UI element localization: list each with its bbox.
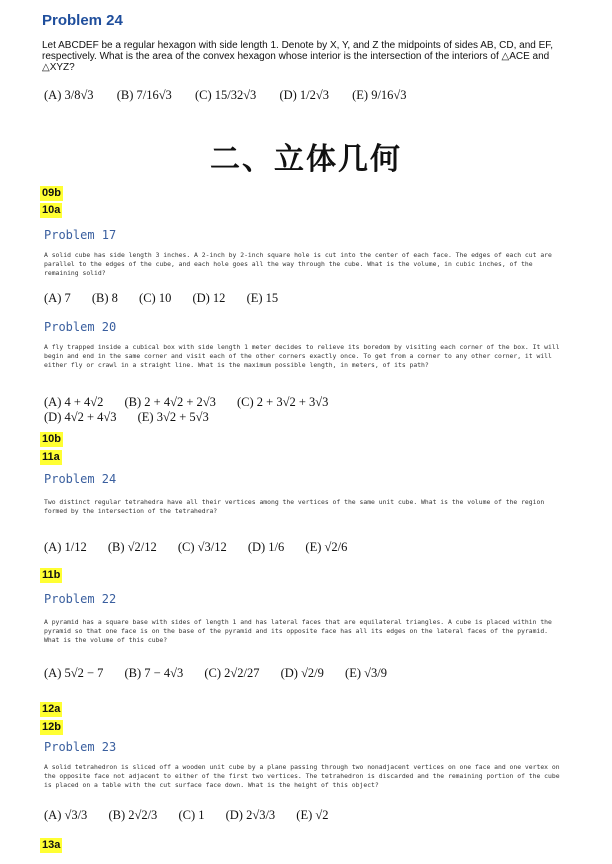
problem-title: Problem 23 [44,740,117,754]
option: (B) 8 [91,291,118,305]
option: (C) 2 + 3√2 + 3√3 [237,395,329,409]
option: (A) 5√2 − 7 [44,666,104,680]
option: (D) 1/2√3 [279,88,329,102]
option: (D) 2√3/3 [225,808,276,822]
option: (B) 7 − 4√3 [124,666,184,680]
header-problem-options [44,88,427,103]
option: (E) √3/9 [345,666,387,680]
problem-title: Problem 17 [44,228,117,242]
option: (E) 3√2 + 5√3 [137,410,209,424]
year-tag: 09b [42,187,61,199]
option: (C) 10 [139,291,172,305]
option: (C) √3/12 [177,540,227,554]
problem-text: A solid cube has side length 3 inches. A 2-inch by 2-inch square hole is cut into the center of each face. The edges of each cut are parallel to the edges of the cube, and each hole goes all the way through the cube. What is the volume, in cubic inches, of the remaining solid? [44,251,552,277]
option: (C) 15/32√3 [194,88,257,102]
problem-text: A fly trapped inside a cubical box with side length 1 meter decides to relieve its boredom by visiting each corner of the box. It will begin and end in the same corner and visit each of the other corners exactly once. To get from a corner to any other corner, it will either fly or crawl in a straight line. What is the maximum possible length, in meters, of its path? [44,343,560,369]
option: (D) √2/9 [280,666,324,680]
option: (A) 1/12 [44,540,87,554]
option: (D) 1/6 [247,540,285,554]
option: (E) 9/16√3 [352,88,407,102]
option: (D) 12 [192,291,226,305]
problem-title: Problem 22 [44,592,117,606]
option: (D) 4√2 + 4√3 [44,410,117,424]
problem-options [44,291,296,306]
option: (A) 4 + 4√2 [44,395,104,409]
option: (A) √3/3 [44,808,88,822]
option: (B) 2√2/3 [108,808,158,822]
option: (E) √2/6 [305,540,348,554]
year-tag: 11b [42,569,61,581]
option: (E) 15 [246,291,279,305]
option: (C) 2√2/27 [204,666,260,680]
option: (A) 7 [44,291,71,305]
problem-text: Two distinct regular tetrahedra have all their vertices among the vertices of the same unit cube. What is the volume of the region formed by the intersection of the tetrahedra? [44,498,545,515]
problem-options [44,395,346,410]
year-tag: 11a [42,451,60,463]
problem-title: Problem 24 [44,472,117,486]
year-tag: 12a [42,703,61,715]
problem-options-row2 [44,410,227,425]
option: (B) 7/16√3 [116,88,172,102]
problem-options [44,808,347,823]
option: (A) 3/8√3 [44,88,94,102]
section-title: 二、立体几何 [210,142,402,177]
option: (B) 2 + 4√2 + 2√3 [124,395,216,409]
option: (E) √2 [296,808,329,822]
year-tag: 10b [42,433,61,445]
header-problem-text: Let ABCDEF be a regular hexagon with side length 1. Denote by X, Y, and Z the midpoints of sides AB, CD, and EF, respectively. What is the area of the convex hexagon whose interior is the intersection of the interiors of △ACE and △XYZ? [42,40,554,73]
year-tag: 13a [42,839,61,851]
header-problem-title: Problem 24 [42,12,123,29]
option: (C) 1 [178,808,205,822]
problem-options [44,540,365,555]
year-tag: 10a [42,204,61,216]
option: (B) √2/12 [107,540,157,554]
problem-title: Problem 20 [44,320,117,334]
year-tag: 12b [42,721,61,733]
problem-options [44,666,405,681]
problem-text: A solid tetrahedron is sliced off a wooden unit cube by a plane passing through two nonadjacent vertices on one face and one vertex on the opposite face not adjacent to either of the first two vertices. The tetrahedron is discarded and the remaining portion of the cube is placed on a table with the cut surface face down. What is the height of this object? [44,763,560,789]
problem-text: A pyramid has a square base with sides of length 1 and has lateral faces that are equilateral triangles. A cube is placed within the pyramid so that one face is on the base of the pyramid and its opposite face has all its edges on the lateral faces of the pyramid. What is the volume of this cube? [44,618,552,644]
